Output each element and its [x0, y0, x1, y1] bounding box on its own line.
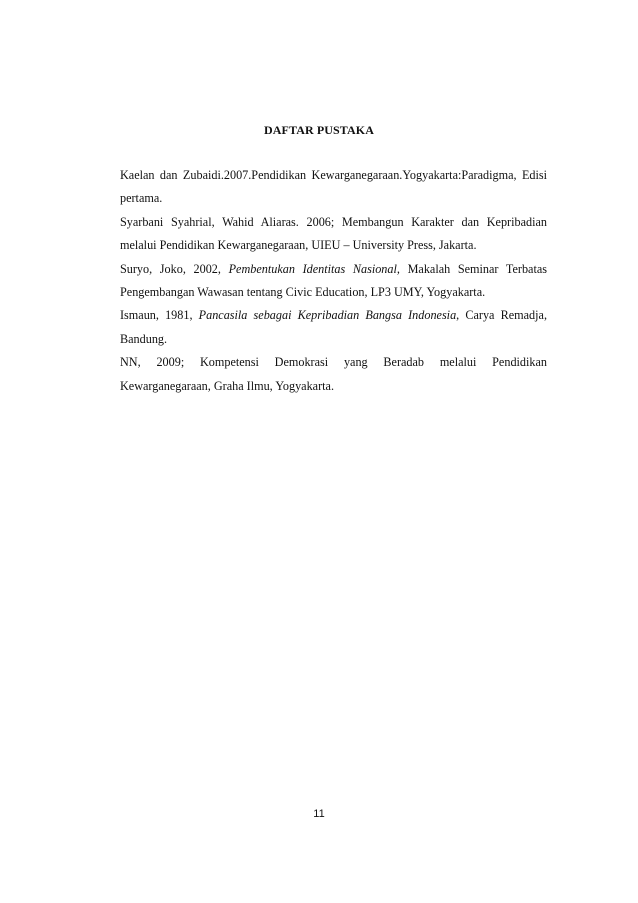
reference-title-italic: Pancasila sebagai Kepribadian Bangsa Indonesia [198, 308, 457, 323]
reference-list [120, 164, 547, 398]
reference-entry [120, 304, 547, 351]
reference-text: Makalah Seminar Terbatas Pengembangan Wawasan tentang Civic Education, LP3 UMY, Yogyakarta. [120, 261, 548, 300]
reference-text: , Carya Remadja, Bandung. [120, 308, 547, 346]
page-number: 11 [313, 808, 325, 820]
reference-text: NN, 2009; Kompetensi Demokrasi yang Beradab melalui Pendidikan Kewarganegaraan, Graha Ilmu, Yogyakarta. [120, 355, 547, 393]
page-title: DAFTAR PUSTAKA [264, 123, 374, 137]
reference-entry [120, 164, 547, 211]
reference-entry [120, 258, 547, 305]
reference-text: Kaelan dan Zubaidi.2007.Pendidikan Kewarganegaraan.Yogyakarta:Paradigma, Edisi pertama. [120, 168, 547, 206]
reference-text: Ismaun, 1981, [120, 308, 199, 323]
reference-text: Suryo, Joko, 2002, [120, 261, 229, 276]
reference-entry [120, 211, 547, 258]
reference-entry [120, 351, 547, 398]
reference-text: Syarbani Syahrial, Wahid Aliaras. 2006; Membangun Karakter dan Kepribadian melalui Pendidikan Kewarganegaraan, UIEU – University Press, Jakarta. [120, 214, 547, 253]
reference-title-italic: Pembentukan Identitas Nasional, [228, 261, 400, 276]
